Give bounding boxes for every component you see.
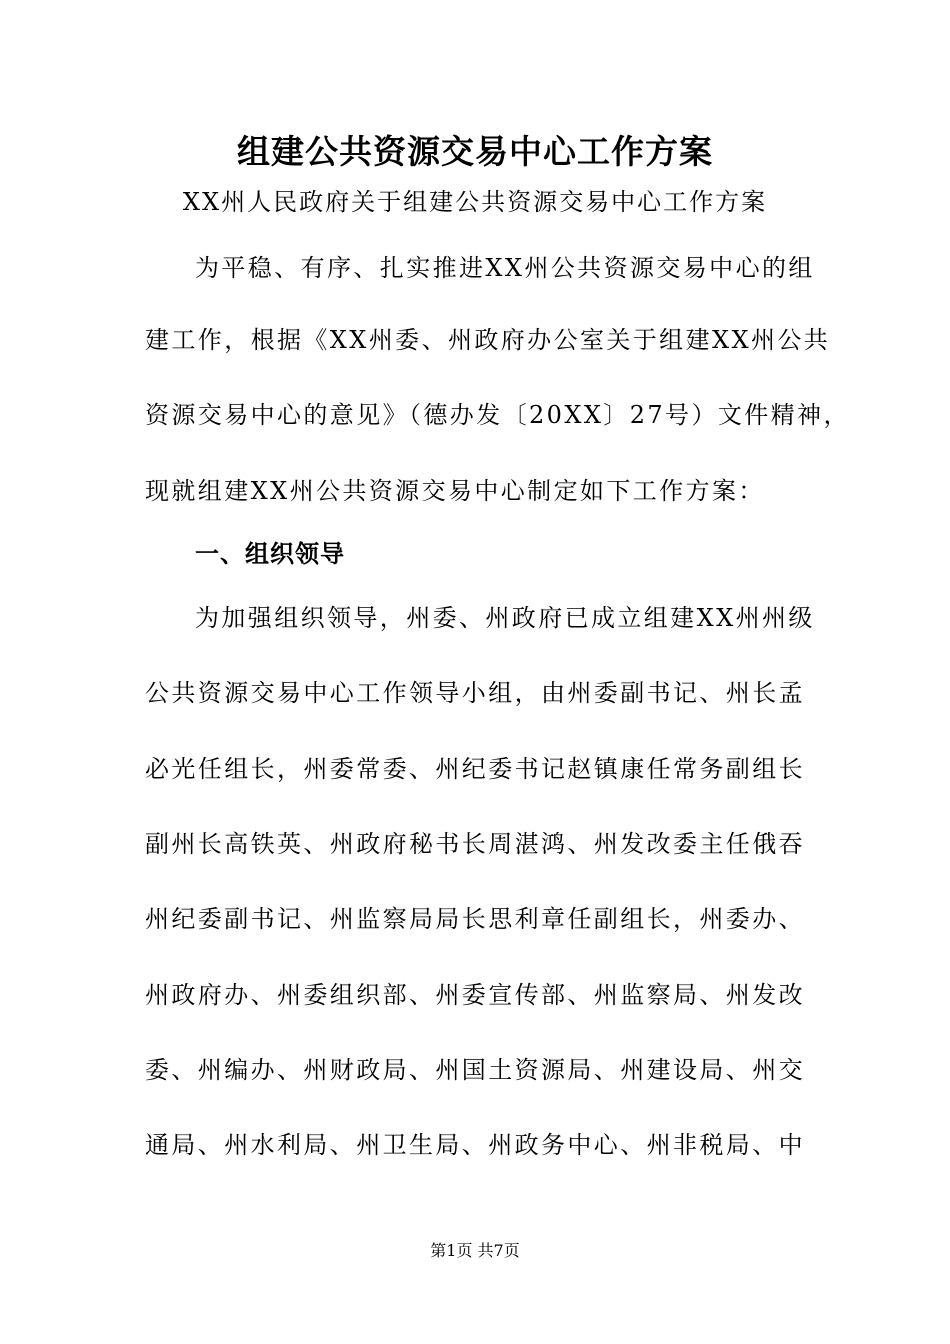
paragraph-line: 州纪委副书记、州监察局局长思利章任副组长，州委办、 — [145, 905, 805, 933]
document-subtitle: XX州人民政府关于组建公共资源交易中心工作方案 — [182, 188, 768, 216]
paragraph-line: 资源交易中心的意见》（德办发〔20XX〕27号）文件精神， — [145, 401, 850, 429]
page-footer: 第1页 共7页 — [430, 1241, 520, 1260]
paragraph-line: 副州长高铁英、州政府秘书长周湛鸿、州发改委主任俄吞 — [145, 830, 805, 858]
paragraph-line: 通局、州水利局、州卫生局、州政务中心、州非税局、中 — [145, 1131, 805, 1159]
paragraph-line: 公共资源交易中心工作领导小组，由州委副书记、州长孟 — [145, 679, 805, 707]
document-title: 组建公共资源交易中心工作方案 — [237, 132, 713, 171]
paragraph-line: 委、州编办、州财政局、州国土资源局、州建设局、州交 — [145, 1056, 805, 1084]
paragraph-line: 建工作，根据《XX州委、州政府办公室关于组建XX州公共 — [145, 326, 831, 354]
paragraph-line: 为加强组织领导，州委、州政府已成立组建XX州州级 — [195, 604, 815, 632]
paragraph-line: 为平稳、有序、扎实推进XX州公共资源交易中心的组 — [195, 254, 815, 282]
paragraph-line: 必光任组长，州委常委、州纪委书记赵镇康任常务副组长 — [145, 755, 805, 783]
paragraph-line: 州政府办、州委组织部、州委宣传部、州监察局、州发改 — [145, 981, 805, 1009]
paragraph-line: 现就组建XX州公共资源交易中心制定如下工作方案： — [145, 477, 765, 505]
section-heading: 一、组织领导 — [195, 540, 345, 568]
